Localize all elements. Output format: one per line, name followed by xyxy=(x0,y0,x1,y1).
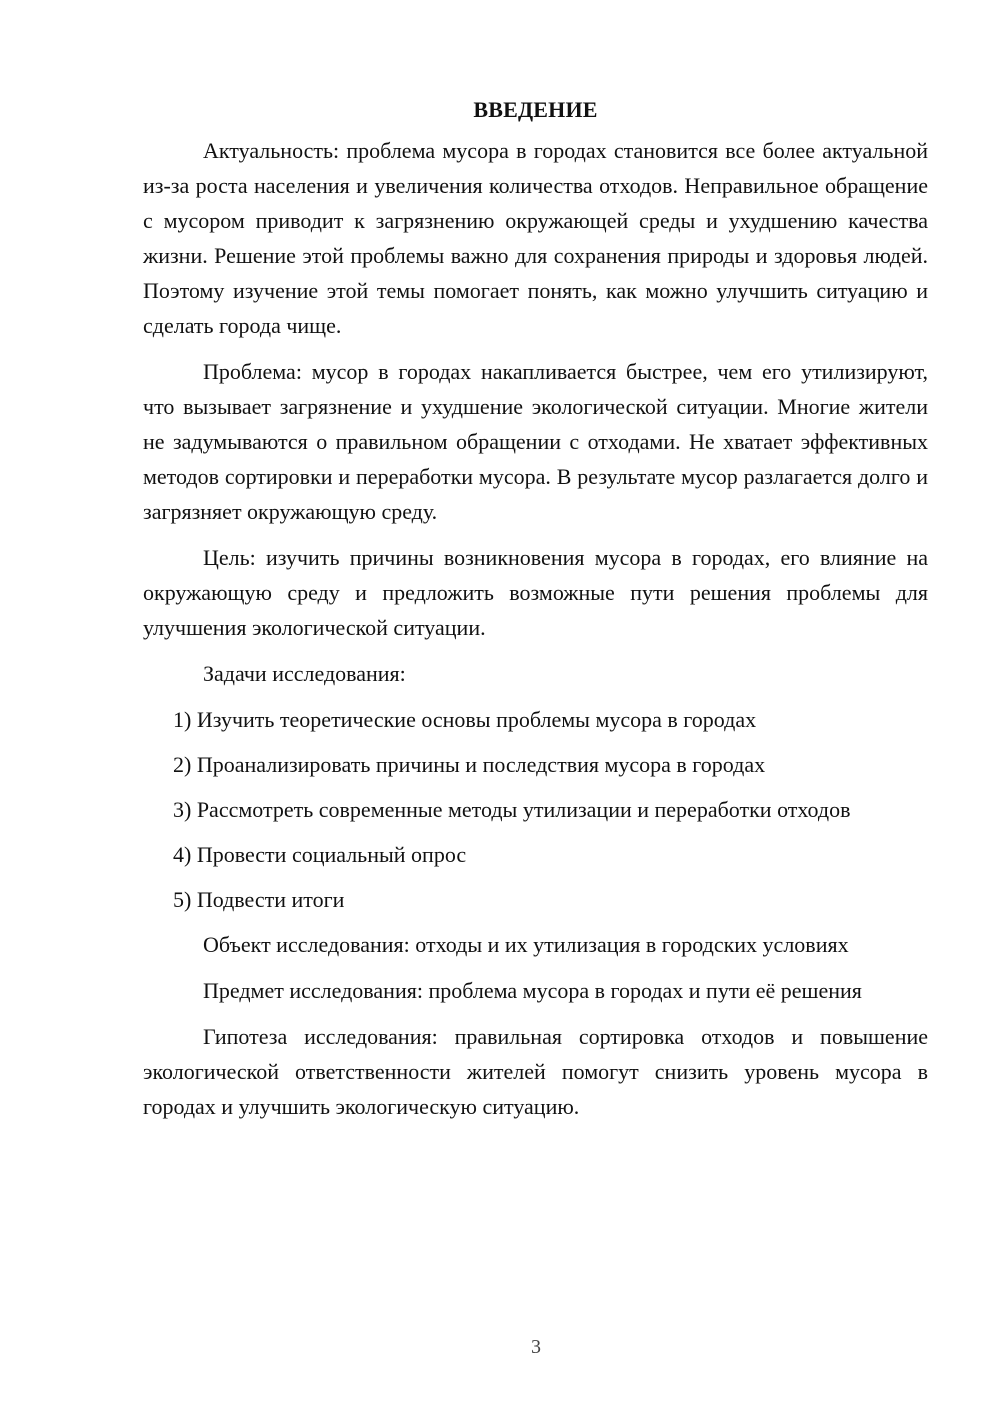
problem-paragraph: Проблема: мусор в городах накапливается быстрее, чем его утилизируют, что вызывает загрязнение и ухудшение экологической ситуации. Многие жители не задумываются о правильном обращении с отходами. Не хватает эффективных методов сортировки и переработки мусора. В результате мусор разлагается долго и загрязняет окружающую среду. xyxy=(143,359,928,524)
list-item: 4) Провести социальный опрос xyxy=(173,842,467,867)
list-item: 2) Проанализировать причины и последствия мусора в городах xyxy=(173,752,766,777)
relevance-paragraph: Актуальность: проблема мусора в городах становится все более актуальной из-за роста населения и увеличения количества отходов. Неправильное обращение с мусором приводит к загрязнению окружающей среды и ухудшению качества жизни. Решение этой проблемы важно для сохранения природы и здоровья людей. Поэтому изучение этой темы помогает понять, как можно улучшить ситуацию и сделать города чище. xyxy=(143,138,928,338)
hypothesis-paragraph: Гипотеза исследования: правильная сортировка отходов и повышение экологической ответственности жителей помогут снизить уровень мусора в городах и улучшить экологическую ситуацию. xyxy=(143,1024,928,1119)
page-number: 3 xyxy=(531,1336,541,1358)
goal-paragraph: Цель: изучить причины возникновения мусора в городах, его влияние на окружающую среду и предложить возможные пути решения проблемы для улучшения экологической ситуации. xyxy=(143,545,928,640)
section-title: ВВЕДЕНИЕ xyxy=(473,97,598,122)
list-item: 1) Изучить теоретические основы проблемы мусора в городах xyxy=(173,707,757,732)
list-item: 3) Рассмотреть современные методы утилизации и переработки отходов xyxy=(173,797,851,822)
list-item: 5) Подвести итоги xyxy=(173,887,345,912)
object-paragraph: Объект исследования: отходы и их утилизация в городских условиях xyxy=(203,932,849,957)
tasks-heading: Задачи исследования: xyxy=(203,661,406,686)
page-content xyxy=(143,92,928,1135)
tasks-list xyxy=(143,702,928,917)
subject-paragraph: Предмет исследования: проблема мусора в городах и пути её решения xyxy=(203,978,862,1003)
